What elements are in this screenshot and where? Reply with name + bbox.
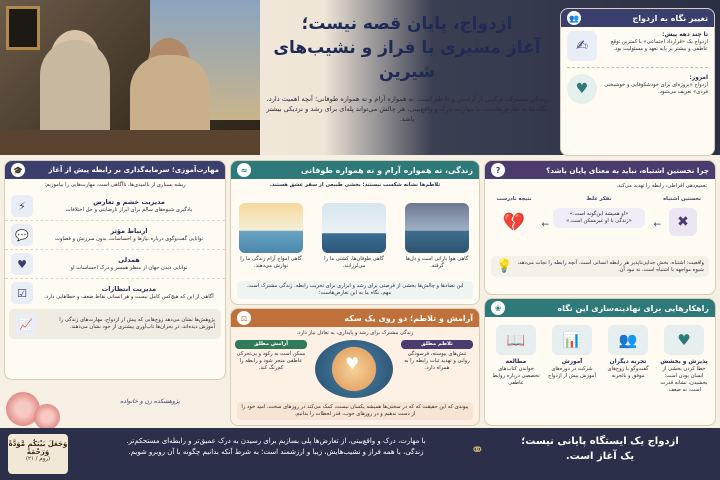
skill-item: همدلی توانایی دیدن جهان از منظر همسر و درک احساسات او ♥ bbox=[5, 250, 225, 279]
question-card bbox=[484, 160, 716, 295]
logo-signature: پژوهشکده زن و خانواده bbox=[120, 398, 180, 405]
flower-icon bbox=[34, 404, 60, 430]
calm-storm-footer: این تضادها و چالش‌ها بخشی از فرصتی برای رشد و ابزاری برای تخریب رابطه. زندگی مشترک است. مهم، نگاه ما به این تعارض‌هاست؛ bbox=[237, 281, 473, 299]
solutions-card bbox=[484, 298, 716, 426]
chat-icon: 💬 bbox=[11, 224, 33, 246]
solutions-title: راهکارهایی برای نهادینه‌سازی این نگاه bbox=[557, 303, 709, 313]
page-title bbox=[262, 12, 552, 92]
solution-item: ♥ پذیرش و بخشش خطا کردن بخشی از انسان بودن است؛ بخشیدن، نشانه قدرت است، نه ضعف. bbox=[659, 325, 709, 423]
peace-card bbox=[230, 308, 480, 426]
skill-item: مدیریت خشم و تعارض یادگیری شیوه‌های سالم برای ابراز نارضایتی و حل اختلافات ⚡ bbox=[5, 192, 225, 221]
empathy-heart-icon: ♥ bbox=[11, 253, 33, 275]
skills-intro: ریشه بسیاری از ناامیدی‌ها، ناآگاهی است. مهارت‌هایی را بیاموزیم: bbox=[44, 182, 186, 188]
now-text: ازدواج «پروژه‌ای برای خودشکوفایی و خوشبختی فردی» تعریف می‌شود. bbox=[604, 82, 708, 95]
caption-storm: گاهی طوفان‌ها، کشتی ما را می‌لرزانند. bbox=[324, 256, 384, 269]
storm-text: تنش‌های پیوسته، فرسودگی روانی و تهدید ثبات رابطه را به همراه دارد. bbox=[404, 351, 470, 371]
solution-item: 👥 تجربه دیگران گفت‌وگو با زوج‌های موفق و باتجربه bbox=[603, 325, 653, 423]
question-mark-icon: ? bbox=[491, 163, 505, 177]
footer-message-1: با مهارت، درک و واقع‌بینی، از تعارض‌ها پلی بسازیم برای رسیدن به درک عمیق‌تر و رابطه‌ای مستحکم‌تر. bbox=[126, 437, 426, 445]
question-reality: واقعیت: اشتباه، بخش جدایی‌ناپذیر هر رابطه انسانی است. آنچه رابطه را نجات می‌دهد، شیوه مواجهه با اشتباه است، نه نبود آن. bbox=[517, 259, 704, 273]
caption-rain: گاهی هوا بارانی است و دل‌ها گرفته. bbox=[405, 256, 469, 269]
conflict-icon: ⚡ bbox=[11, 195, 33, 217]
caption-calm: گاهی امواج آرام زندگی ما را نوازش می‌دهند. bbox=[240, 256, 302, 269]
calm-storm-subtitle: تلاطم‌ها نشانه شکست نیستند؛ بخشی طبیعی از سفر عشق هستند. bbox=[269, 182, 441, 188]
contract-icon: ✍ bbox=[567, 31, 597, 61]
footer-slogan-1: ازدواج یک ایستگاه پایانی نیست؛ bbox=[521, 436, 679, 447]
now-title: امروز: bbox=[689, 75, 708, 81]
wave-icon: ≈ bbox=[237, 163, 251, 177]
step-wrong-result: نتیجه نادرست bbox=[496, 196, 532, 202]
solution-item: 📊 آموزش شرکت در دوره‌های آموزش پیش از ازدواج bbox=[547, 325, 597, 423]
thought-2: «زندگی با او غیرممکن است.» bbox=[566, 218, 632, 224]
arrow-icon: ← bbox=[541, 220, 549, 230]
checklist-icon: ☑ bbox=[11, 282, 33, 304]
balance-scale-icon: ⚖ bbox=[237, 311, 251, 325]
growth-chart-icon: 📈 bbox=[15, 313, 37, 335]
book-icon: 📖 bbox=[496, 325, 536, 355]
peace-subtitle: زندگی مشترک برای رشد و پایداری، به تعادل نیاز دارد. bbox=[296, 330, 414, 336]
arrow-icon: ← bbox=[653, 220, 661, 230]
step-wrong-thought: تفکر غلط bbox=[586, 196, 612, 202]
peace-title: آرامش و تلاطم؛ دو روی یک سکه bbox=[344, 313, 473, 323]
plant-icon: ❀ bbox=[491, 301, 505, 315]
thought-1: «او همیشه این‌گونه است.» bbox=[569, 211, 629, 217]
past-title: تا چند دهه پیش: bbox=[662, 32, 708, 38]
presentation-icon: 📊 bbox=[552, 325, 592, 355]
broken-heart-icon: 💔 bbox=[502, 211, 526, 233]
question-title: چرا نخستین اشتباه، نباید به معنای پایان باشد؟ bbox=[546, 165, 709, 175]
lightbulb-icon: 💡 bbox=[496, 259, 513, 274]
skills-card bbox=[4, 160, 226, 380]
verse-plaque: وَجَعَلَ بَيْنَكُم مَّوَدَّةً وَرَحْمَةً (روم / ۲۱) bbox=[8, 434, 68, 474]
balance-heart-icon: ♥ bbox=[315, 340, 393, 398]
skills-footer: پژوهش‌ها نشان می‌دهد زوج‌هایی که پیش از ازدواج، مهارت‌های زندگی را آموزش دیده‌اند، در بحران‌ها تاب‌آوری بیشتری از خود نشان می‌دهند. bbox=[59, 317, 215, 330]
solution-item: 📖 مطالعه خواندن کتاب‌های تخصصی درباره روابط عاطفی bbox=[491, 325, 541, 423]
footer-bar bbox=[0, 428, 720, 480]
perspective-title: تغییر نگاه به ازدواج bbox=[632, 13, 708, 23]
title-line-2: آغاز مسیری با فراز و نشیب‌های شیرین bbox=[273, 38, 541, 82]
heart-hands-icon: ♥ bbox=[567, 74, 597, 104]
footer-message-2: زندگی، با همه فراز و نشیب‌هایش، زیبا و ارزشمند است؛ به شرط آنکه بدانیم چگونه با آن روبرو شویم. bbox=[128, 448, 424, 456]
peace-footer: پیوندی که این حقیقت که که در سختی‌ها همیشه یکسان نیست، کمک می‌کند در روزهای سخت، امید خود را از دست ندهیم و در روزهای خوب، قدر لحظات را بدانیم. bbox=[237, 402, 473, 420]
sunny-sea-icon bbox=[239, 203, 303, 253]
skill-item: ارتباط مؤثر توانایی گفت‌وگوی درباره نیازها و احساسات، بدون سرزنش و قضاوت 💬 bbox=[5, 221, 225, 250]
calm-text: ممکن است به رکود و بی‌تحرکی عاطفی منجر شود و رابطه را کم‌رنگ کند. bbox=[236, 351, 306, 371]
graduation-cap-icon: 🎓 bbox=[11, 163, 25, 177]
group-icon: 👥 bbox=[608, 325, 648, 355]
perspective-card bbox=[560, 8, 715, 156]
skill-item: مدیریت انتظارات آگاهی از این که هیچ‌کس کامل نیست و هر انسانی نقاط ضعف و خطاهایی دارد. ☑ bbox=[5, 279, 225, 307]
past-text: ازدواج یک «قرارداد اجتماعی» با کمترین توقع عاطفی و بیشتر بر پایه تعهد و مسئولیت بود. bbox=[610, 39, 708, 52]
person-mistake-icon: ✖ bbox=[669, 208, 697, 236]
boat-icon bbox=[322, 203, 386, 253]
title-line-1: ازدواج، پایان قصه نیست؛ bbox=[301, 14, 513, 34]
calm-storm-card bbox=[230, 160, 480, 305]
couple-photo bbox=[0, 0, 260, 155]
calm-storm-title: زندگی، نه همواره آرام و نه همواره طوفانی bbox=[300, 165, 473, 175]
rings-icon: ⚭ bbox=[470, 440, 484, 459]
calligraphy-frame-icon bbox=[6, 6, 40, 50]
step-first-mistake: نخستین اشتباه bbox=[663, 196, 701, 202]
rain-cloud-icon bbox=[405, 203, 469, 253]
storm-label: تلاطم مطلق bbox=[401, 340, 473, 349]
intro-text: زندگی مشترک، ترکیبی از آرامش و تلاطم است. نه همواره آرام و نه همواره طوفانی؛ آنچه اهمیت دارد، نگاه ما به تعارض‌هاست. با مهارت، درک و واقع‌بینی، هر چالش می‌تواند پله‌ای برای رشد و نزدیکی بیشتر باشد. bbox=[266, 95, 548, 123]
skills-title: مهارت‌آموزی؛ سرمایه‌گذاری بر رابطه پیش از آغاز bbox=[48, 166, 219, 174]
couple-icon: 👥 bbox=[567, 11, 581, 25]
question-intro: تعمیم‌دهی افراطی، رابطه را تهدید می‌کند. bbox=[616, 183, 707, 189]
calm-label: آرامش مطلق bbox=[235, 340, 307, 349]
footer-slogan-2: یک آغاز است. bbox=[565, 451, 635, 462]
forgiveness-heart-icon: ♥ bbox=[664, 325, 704, 355]
